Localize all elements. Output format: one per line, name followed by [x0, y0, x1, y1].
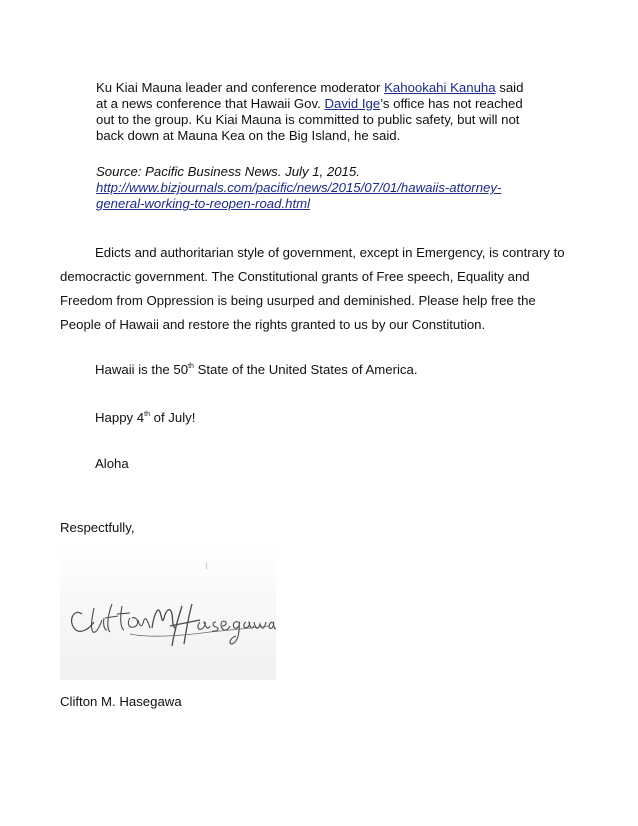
happy-text: Happy 4 [95, 410, 145, 425]
paragraph-line-4: People of Hawaii and restore the rights granted to us by our Constitution. [60, 317, 486, 332]
statehood-statement [95, 362, 418, 378]
signature-image [60, 548, 276, 680]
handwritten-signature [60, 548, 276, 680]
source-label: Source: Pacific Business News. July 1, 2015. [96, 164, 360, 179]
quote-text: Ku Kiai Mauna leader and conference moderator [96, 80, 385, 95]
quote-line-3: out to the group. Ku Kiai Mauna is committed to public safety, but will not [96, 112, 520, 127]
statehood-text: State of the United States of America. [193, 362, 418, 377]
paragraph-line-2: democractic government. The Constitutional grants of Free speech, Equality and [60, 269, 530, 284]
david-ige-link[interactable]: David Ige [324, 96, 381, 111]
paragraph-line-3: Freedom from Oppression is being usurped and deminished. Please help free the [60, 293, 536, 308]
quote-line-1 [96, 80, 546, 96]
happy-text: of July! [149, 410, 196, 425]
source-citation [96, 164, 556, 212]
main-paragraph [60, 241, 590, 337]
aloha-greeting: Aloha [95, 456, 129, 471]
statehood-text: Hawaii is the 50 [95, 362, 189, 377]
quote-text: said [495, 80, 524, 95]
source-url-link-continued[interactable]: general-working-to-reopen-road.html [96, 196, 311, 211]
quote-text: ’s office has not reached [380, 96, 523, 111]
kahookahi-kanuha-link[interactable]: Kahookahi Kanuha [384, 80, 496, 95]
paragraph-line-1: Edicts and authoritarian style of government, except in Emergency, is contrary to [95, 245, 565, 260]
ordinal-suffix: th [144, 411, 150, 418]
signer-name: Clifton M. Hasegawa [60, 694, 182, 709]
quote-text: at a news conference that Hawaii Gov. [96, 96, 325, 111]
news-quote [96, 80, 546, 144]
closing-salutation: Respectfully, [60, 520, 135, 535]
quote-line-4: back down at Mauna Kea on the Big Island, he said. [96, 128, 401, 143]
happy-fourth-line [95, 410, 195, 426]
source-url-link[interactable]: http://www.bizjournals.com/pacific/news/2015/07/01/hawaiis-attorney- [96, 180, 502, 195]
quote-line-2 [96, 96, 546, 112]
ordinal-suffix: th [188, 363, 194, 370]
